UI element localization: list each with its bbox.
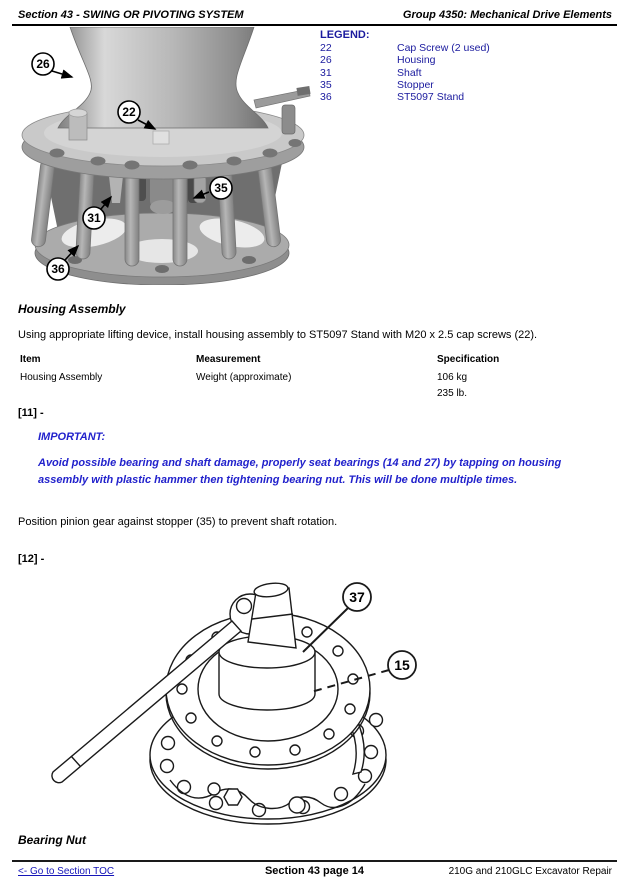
legend-item: 26 Housing — [320, 54, 436, 67]
important-text: Avoid possible bearing and shaft damage, properly seat bearings (14 and 27) by tapping on housing assembly with plastic hammer then tightening bearing nut. This will be done multiple times. — [38, 457, 562, 486]
step-12-label: [12] - — [18, 553, 45, 565]
legend-item: 22 Cap Screw (2 used) — [320, 42, 490, 54]
bearing-nut-heading: Bearing Nut — [18, 833, 87, 847]
housing-assembly-heading: Housing Assembly — [18, 302, 126, 316]
svg-text:15: 15 — [394, 657, 410, 673]
svg-text:37: 37 — [349, 589, 365, 605]
legend-item: 36 ST5097 Stand — [320, 91, 465, 104]
install-instruction-text: Using appropriate lifting device, install housing assembly to ST5097 Stand with M20 x 2.5 cap screws (22). — [18, 329, 538, 341]
svg-text:26: 26 — [36, 57, 50, 71]
housing-assembly-photo — [12, 27, 312, 285]
spec-table-header: Item Measurement Specification — [20, 354, 500, 365]
step-11-label: [11] - — [18, 407, 44, 419]
go-to-section-toc-link[interactable]: <- Go to Section TOC — [18, 866, 115, 877]
spec-table-row — [20, 370, 612, 402]
footer-rule — [12, 860, 617, 862]
svg-text:31: 31 — [87, 211, 101, 225]
svg-text:36: 36 — [51, 262, 65, 276]
svg-text:35: 35 — [214, 181, 228, 195]
svg-text:22: 22 — [122, 105, 136, 119]
figure-legend — [320, 29, 490, 103]
housing-26-part — [58, 27, 268, 128]
bearing-nut-drawing — [35, 562, 445, 828]
header-section-title: Section 43 - SWING OR PIVOTING SYSTEM — [18, 9, 244, 21]
spec-table — [20, 353, 612, 402]
important-label: IMPORTANT: — [38, 431, 106, 443]
legend-item: 31 Shaft — [320, 66, 422, 79]
spec-measurement-cell: Weight (approximate) — [196, 372, 292, 383]
spec-value-cell: 106 kg 235 lb. — [437, 372, 468, 399]
spec-item-cell: Housing Assembly — [20, 372, 103, 383]
cap-screw-22-part — [153, 131, 169, 144]
stopper-35-part — [194, 175, 206, 203]
header-rule — [12, 24, 617, 26]
footer-doc-title: 210G and 210GLC Excavator Repair — [448, 866, 612, 877]
position-instruction-text: Position pinion gear against stopper (35) to prevent shaft rotation. — [18, 516, 338, 528]
legend-title: LEGEND: — [320, 29, 370, 41]
footer-page-label: Section 43 page 14 — [264, 865, 365, 877]
legend-item: 35 Stopper — [320, 78, 434, 91]
header-group-title: Group 4350: Mechanical Drive Elements — [402, 9, 612, 21]
